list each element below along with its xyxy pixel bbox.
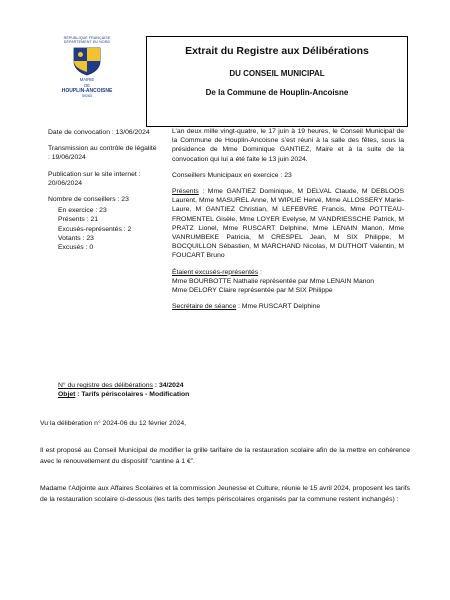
secretary-label: Secrétaire de séance xyxy=(172,303,237,311)
document-subtitle-commune: De la Commune de Houplin-Ancoisne xyxy=(205,88,349,97)
presents-label: Présents xyxy=(172,188,199,196)
logo-republique: RÉPUBLIQUE FRANÇAISE xyxy=(63,36,111,40)
excuses-label: Étaient excusés-représentés xyxy=(172,268,259,276)
session-details xyxy=(172,127,404,318)
councillors-count: Nombre de conseillers : 23 xyxy=(48,196,129,204)
stat-excuses-representes: Excusés-représentés : 2 xyxy=(58,225,132,233)
body-paragraph-2: Il est proposé au Conseil Municipal de modifier la grille tarifaire de la restauration scolaire afin de la mettre en cohérence avec le renouvellement du dispositif “cantine à 1 €”. xyxy=(40,447,410,465)
logo-mairie: MAIRIE xyxy=(79,76,95,82)
object-label: Objet xyxy=(58,391,76,399)
document-header xyxy=(146,36,408,127)
transmission-date: Transmission au contrôle de légalité : 19/06/2024 xyxy=(48,145,157,162)
document-title: Extrait du Registre aux Délibérations xyxy=(185,45,369,57)
logo-town-name: HOUPLIN-ANCOISNE xyxy=(61,87,113,94)
convocation-date: Date de convocation : 13/06/2024 xyxy=(48,129,150,136)
stat-presents: Présents : 21 xyxy=(58,216,99,224)
body-paragraph-3: Madame l’Adjointe aux Affaires Scolaires et la commission Jeunesse et Culture, réunie le 15 avril 2024, proposent les tarifs de la restauration scolaire ci-dessous (les tarifs des temps périscolaires organisés par la commune restent inchangés) : xyxy=(40,485,410,503)
stat-en-exercice: En exercice : 23 xyxy=(58,207,107,215)
secretary-name: : Mme RUSCART Delphine xyxy=(236,303,321,311)
stat-excuses: Excusés : 0 xyxy=(58,244,94,252)
town-logo xyxy=(52,36,122,98)
deliberation-object xyxy=(58,390,189,399)
present-members xyxy=(172,187,404,261)
meeting-info-column xyxy=(48,128,158,252)
logo-de: DE xyxy=(84,82,90,88)
body-paragraph-1: Vu la délibération n° 2024-06 du 12 février 2024, xyxy=(40,420,187,427)
vote-stats xyxy=(48,206,158,252)
councillors-in-office: Conseillers Municipaux en exercice : 23 xyxy=(172,171,292,179)
stat-votants: Votants : 23 xyxy=(58,234,94,242)
presents-list: : Mme GANTIEZ Dominique, M DELVAL Claude, M DEBLOOS Laurent, Mme MASUREL Anne, M WIPLIE Hervé, Mme ALLOSSERY Marie-Laure, M GANTIEZ Christian, M LEFEBVRE Francis, Mme POTTEAU-FROMENTEL Gisèle, Mme LOYER Evelyse, M VANDRIESSCHE Patrick, M PRATZ Lionel, Mme RUSCART Delphine, Mme LENAIN Manon, Mme VANRUMBEKE Patricia, M CRESPEL Jean, M SIX Philippe, M BOCQUILLON Sébastien, M MARCHAND Nicolas, M DUTHOIT Valentin, M FOUCART Bruno xyxy=(172,188,404,260)
coat-of-arms-icon xyxy=(72,46,102,76)
object-value: : Tarifs périscolaires - Modification xyxy=(75,391,190,399)
logo-postal-code: 59263 xyxy=(82,93,92,98)
excused-proxy-1: Mme BOURBOTTE Nathalie représentée par Mme LENAIN Manon xyxy=(172,277,375,285)
excused-proxy-2: Mme DELORY Claire représentée par M SIX Philippe xyxy=(172,287,333,295)
deliberation-reference xyxy=(58,381,189,399)
session-secretary xyxy=(172,302,404,311)
session-intro: L’an deux mille vingt-quatre, le 17 juin à 19 heures, le Conseil Municipal de la Commune de Houplin-Ancoisne s’est réuni à la salle des fêtes, sous la présidence de Mme Dominique GANTIEZ, Maire et à la suite de la convocation qui lui a été faite le 13 juin 2024. xyxy=(172,128,404,163)
registry-number-label: N° du registre des délibérations xyxy=(58,382,153,389)
excuses-separator: : xyxy=(258,268,262,276)
document-subtitle: DU CONSEIL MUNICIPAL xyxy=(229,69,325,78)
excused-members xyxy=(172,268,404,296)
publication-date: Publication sur le site internet : 20/06/2024 xyxy=(48,170,141,187)
registry-number-value: : 34/2024 xyxy=(152,382,184,389)
registry-number xyxy=(58,381,189,390)
logo-departement: DÉPARTEMENT DU NORD xyxy=(63,40,111,45)
